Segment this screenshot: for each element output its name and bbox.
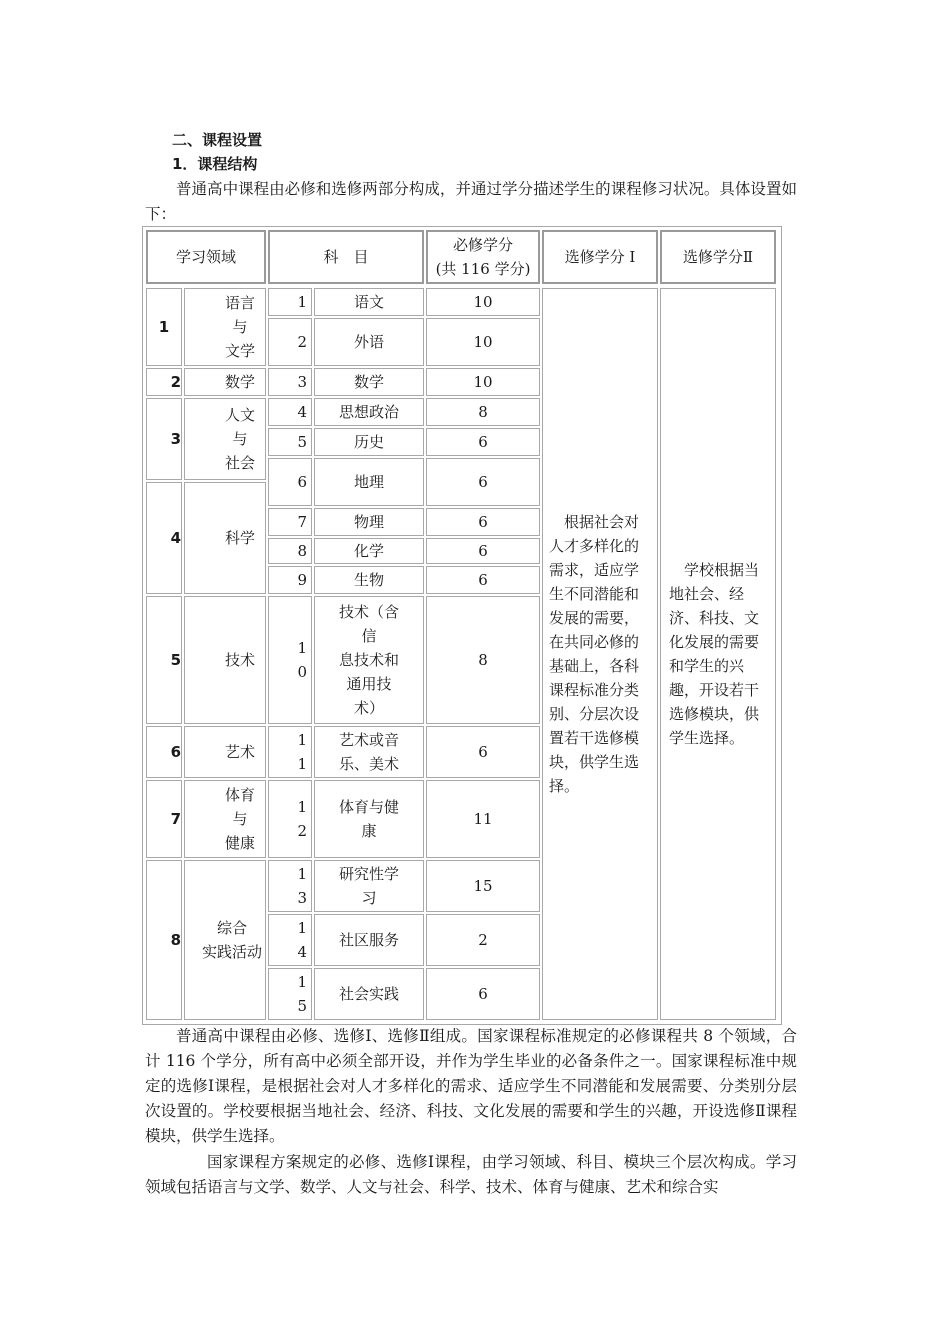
subject-name: 语文 <box>314 288 424 316</box>
subject-name: 历史 <box>314 428 424 456</box>
subject-credits: 6 <box>426 428 540 456</box>
subject-name: 地理 <box>314 458 424 506</box>
domain-name: 数学 <box>184 368 266 396</box>
subject-number: 1 4 <box>268 914 312 966</box>
header-elective-1: 选修学分 I <box>542 230 658 284</box>
domain-number: 6 <box>146 726 182 778</box>
elective-2-description: 学校根据当 地社会、经 济、科技、文 化发展的需要 和学生的兴 趣，开设若干 选修模块，供 学生选择。 <box>660 288 776 1020</box>
subject-credits: 10 <box>426 288 540 316</box>
intro-paragraph: 普通高中课程由必修和选修两部分构成，并通过学分描述学生的课程修习状况。具体设置如下： <box>145 180 797 223</box>
elective-1-description: 根据社会对 人才多样化的 需求，适应学 生不同潜能和 发展的需要， 在共同必修的 基础上，各科 课程标准分类 别、分层次设 置若干选修模 块，供学生选 择。 <box>542 288 658 1020</box>
domain-number: 1 <box>146 288 182 366</box>
subject-name: 技术（含 信 息技术和 通用技 术） <box>314 596 424 724</box>
subject-credits: 8 <box>426 596 540 724</box>
header-required-credits: 必修学分 (共 116 学分) <box>426 230 540 284</box>
subject-number: 1 5 <box>268 968 312 1020</box>
domain-number: 2 <box>146 368 182 396</box>
subject-credits: 6 <box>426 508 540 536</box>
subject-name: 艺术或音 乐、美术 <box>314 726 424 778</box>
domain-name: 人文 与 社会 <box>184 398 266 480</box>
subject-name: 社区服务 <box>314 914 424 966</box>
subject-number: 9 <box>268 566 312 594</box>
subject-number: 7 <box>268 508 312 536</box>
subject-credits: 6 <box>426 726 540 778</box>
domain-number: 7 <box>146 780 182 858</box>
domain-name: 科学 <box>184 482 266 594</box>
domain-name: 艺术 <box>184 726 266 778</box>
subject-name: 数学 <box>314 368 424 396</box>
subject-number: 1 2 <box>268 780 312 858</box>
subject-credits: 10 <box>426 368 540 396</box>
subsection-heading: 1．课程结构 <box>172 155 258 173</box>
subject-number: 5 <box>268 428 312 456</box>
subject-credits: 6 <box>426 968 540 1020</box>
subject-credits: 10 <box>426 318 540 366</box>
subject-credits: 6 <box>426 538 540 564</box>
subject-number: 1 0 <box>268 596 312 724</box>
domain-name: 语言 与 文学 <box>184 288 266 366</box>
domain-number: 3 <box>146 398 182 480</box>
header-domain: 学习领域 <box>146 230 266 284</box>
header-subject: 科 目 <box>268 230 424 284</box>
subject-credits: 6 <box>426 458 540 506</box>
subject-number: 2 <box>268 318 312 366</box>
body-paragraph: 普通高中课程由必修、选修Ⅰ、选修Ⅱ组成。国家课程标准规定的必修课程共 8 个领域，合计 116 个学分，所有高中必须全部开设，并作为学生毕业的必备条件之一。国家课程标准中规定的选修Ⅰ课程，是根据社会对人才多样化的需求、适应学生不同潜能和发展需要、分类别分层次设置的。学校要根据当地社会、经济、科技、文化发展的需要和学生的兴趣，开设选修Ⅱ课程模块，供学生选择。 <box>145 1027 797 1145</box>
subject-number: 6 <box>268 458 312 506</box>
subject-credits: 11 <box>426 780 540 858</box>
subject-credits: 6 <box>426 566 540 594</box>
subject-name: 外语 <box>314 318 424 366</box>
subject-credits: 8 <box>426 398 540 426</box>
subject-number: 1 <box>268 288 312 316</box>
subject-name: 研究性学 习 <box>314 860 424 912</box>
body-paragraph: 国家课程方案规定的必修、选修Ⅰ课程，由学习领域、科目、模块三个层次构成。学习领域包括语言与文学、数学、人文与社会、科学、技术、体育与健康、艺术和综合实 <box>145 1153 797 1196</box>
subject-credits: 15 <box>426 860 540 912</box>
header-elective-2: 选修学分Ⅱ <box>660 230 776 284</box>
domain-number: 8 <box>146 860 182 1020</box>
section-heading: 二、课程设置 <box>172 131 263 149</box>
domain-name: 技术 <box>184 596 266 724</box>
subject-number: 1 1 <box>268 726 312 778</box>
subject-number: 8 <box>268 538 312 564</box>
domain-number: 5 <box>146 596 182 724</box>
domain-number: 4 <box>146 482 182 594</box>
subject-name: 体育与健 康 <box>314 780 424 858</box>
subject-number: 1 3 <box>268 860 312 912</box>
subject-name: 生物 <box>314 566 424 594</box>
subject-name: 社会实践 <box>314 968 424 1020</box>
subject-name: 思想政治 <box>314 398 424 426</box>
domain-name: 综合 实践活动 <box>184 860 266 1020</box>
subject-name: 物理 <box>314 508 424 536</box>
subject-number: 4 <box>268 398 312 426</box>
subject-credits: 2 <box>426 914 540 966</box>
subject-name: 化学 <box>314 538 424 564</box>
domain-name: 体育 与 健康 <box>184 780 266 858</box>
subject-number: 3 <box>268 368 312 396</box>
